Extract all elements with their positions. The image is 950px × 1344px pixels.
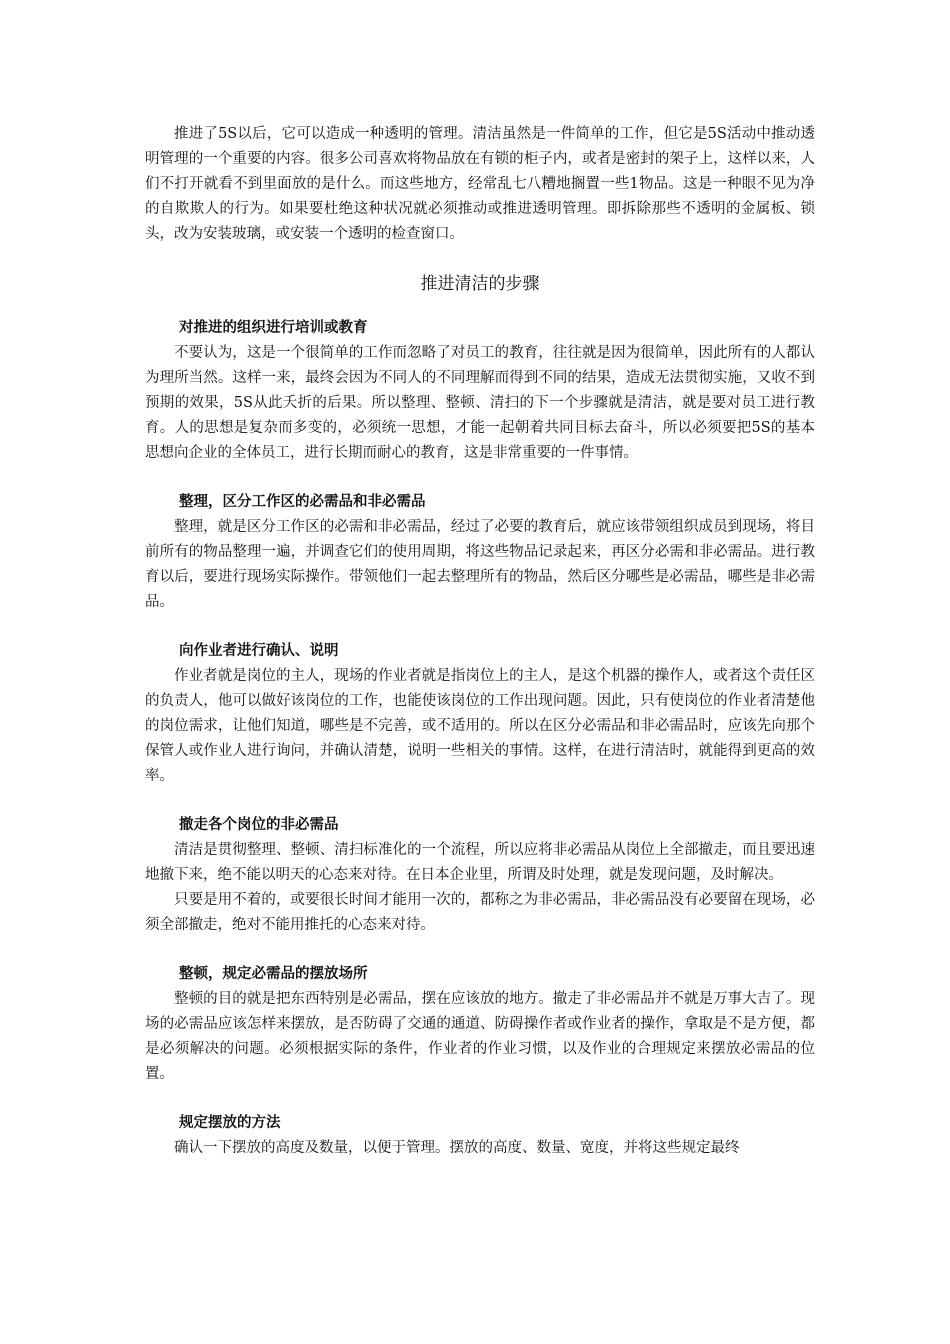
subsection-title: 整理，区分工作区的必需品和非必需品 [179, 494, 426, 510]
intro-paragraph: 推进了5S以后，它可以造成一种透明的管理。清洁虽然是一件简单的工作，但它是5S活动中推动透明管理的一个重要的内容。很多公司喜欢将物品放在有锁的柜子内，或者是密封的架子上，这样以来，人们不打开就看不到里面放的是什么。而这些地方，经常乱七八糟地搁置一些1物品。这是一种眼不见为净的自欺欺人的行为。如果要杜绝这种状况就必须推动或推进透明管理。即拆除那些不透明的金属板、锁头，改为安装玻璃，或安装一个透明的检查窗口。 [145, 126, 815, 242]
subsection-title: 整顿，规定必需品的摆放场所 [179, 966, 368, 982]
section-heading: 推进清洁的步骤 [420, 274, 540, 294]
section-placement-method [145, 1111, 815, 1161]
body-paragraph: 整理，就是区分工作区的必需和非必需品，经过了必要的教育后，就应该带领组织成员到现场，将目前所有的物品整理一遍，并调查它们的使用周期，将这些物品记录起来，再区分必需和非必需品。进行教育以后，要进行现场实际操作。带领他们一起去整理所有的物品，然后区分哪些是必需品，哪些是非必需品。 [145, 519, 815, 610]
section-training [145, 316, 815, 466]
subsection-title: 向作业者进行确认、说明 [179, 643, 339, 659]
section-remove [145, 813, 815, 938]
body-paragraph: 清洁是贯彻整理、整顿、清扫标准化的一个流程，所以应将非必需品从岗位上全部撤走，而且要迅速地撤下来，绝不能以明天的心态来对待。在日本企业里，所谓及时处理，就是发现问题，及时解决。 [145, 842, 815, 883]
body-paragraph: 作业者就是岗位的主人，现场的作业者就是指岗位上的主人，是这个机器的操作人，或者这个责任区的负责人，他可以做好该岗位的工作，也能使该岗位的工作出现问题。因此，只有使岗位的作业者清楚他的岗位需求，让他们知道，哪些是不完善，或不适用的。所以在区分必需品和非必需品时，应该先向那个保管人或作业人进行询问，并确认清楚，说明一些相关的事情。这样，在进行清洁时，就能得到更高的效率。 [145, 668, 815, 784]
section-arrange [145, 962, 815, 1087]
subsection-title: 撤走各个岗位的非必需品 [179, 817, 339, 833]
section-confirm [145, 639, 815, 789]
body-paragraph: 只要是用不着的，或要很长时间才能用一次的，都称之为非必需品，非必需品没有必要留在现场，必须全部撤走，绝对不能用推托的心态来对待。 [145, 892, 815, 933]
document-content [145, 122, 815, 1185]
body-paragraph: 不要认为，这是一个很简单的工作而忽略了对员工的教育，往往就是因为很简单，因此所有的人都认为理所当然。这样一来，最终会因为不同人的不同理解而得到不同的结果，造成无法贯彻实施，又收不到预期的效果，5S从此夭折的后果。所以整理、整顿、清扫的下一个步骤就是清洁，就是要对员工进行教育。人的思想是复杂而多变的，必须统一思想，才能一起朝着共同目标去奋斗，所以必须要把5S的基本思想向企业的全体员工，进行长期而耐心的教育，这是非常重要的一件事情。 [145, 345, 815, 461]
body-paragraph: 整顿的目的就是把东西特别是必需品，摆在应该放的地方。撤走了非必需品并不就是万事大吉了。现场的必需品应该怎样来摆放，是否防碍了交通的通道、防碍操作者或作业者的操作，拿取是不是方便，都是必须解决的问题。必须根据实际的条件，作业者的作业习惯，以及作业的合理规定来摆放必需品的位置。 [145, 991, 815, 1082]
body-paragraph: 确认一下摆放的高度及数量，以便于管理。摆放的高度、数量、宽度，并将这些规定最终 [174, 1140, 740, 1156]
subsection-title: 规定摆放的方法 [179, 1115, 281, 1131]
subsection-title: 对推进的组织进行培训或教育 [179, 320, 368, 336]
section-sort [145, 490, 815, 615]
